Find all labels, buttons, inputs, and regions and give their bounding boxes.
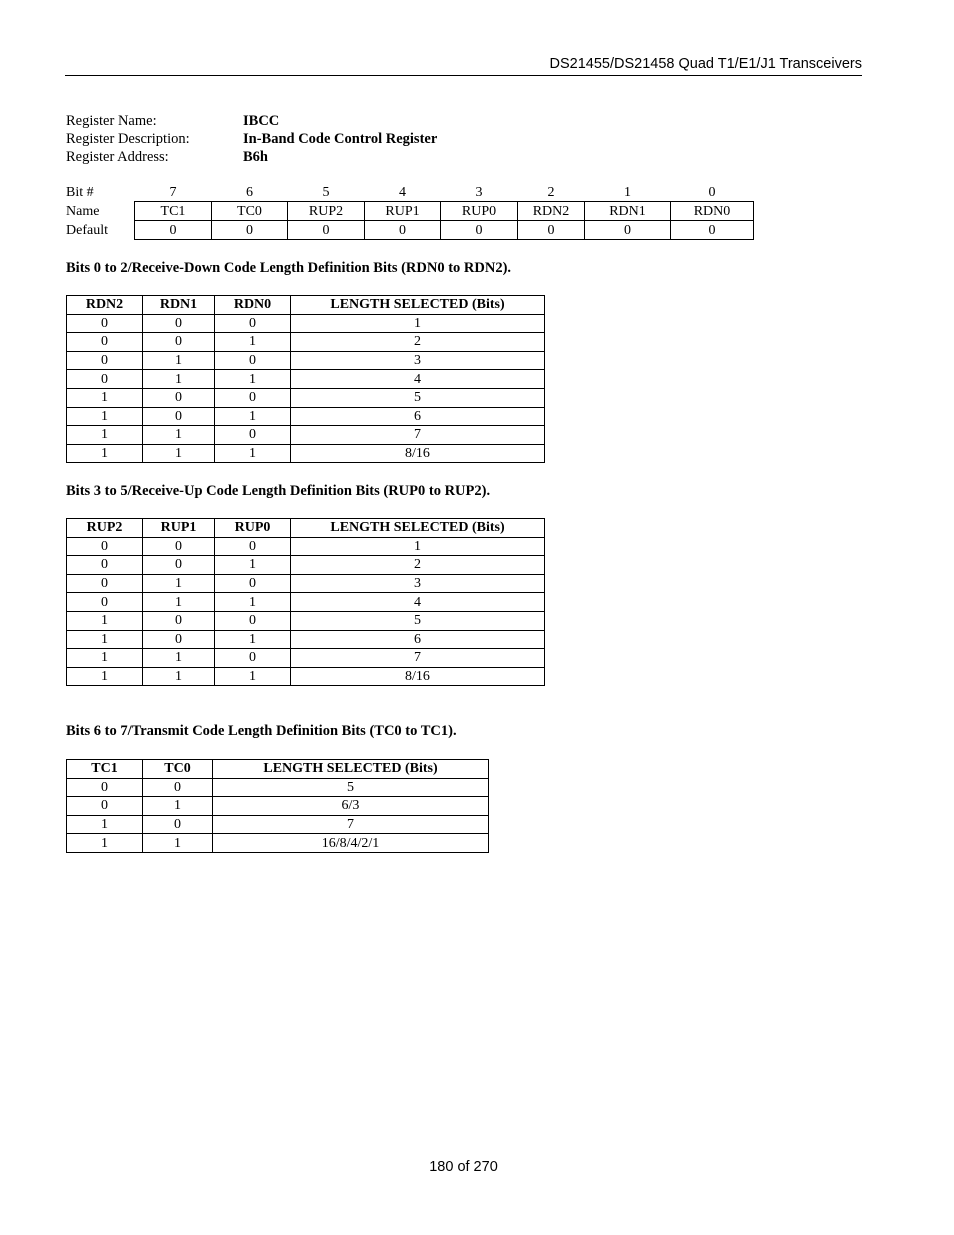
table-row	[67, 444, 545, 463]
table-row	[67, 834, 489, 853]
table-cell: 0	[143, 537, 215, 556]
table-cell: 1	[143, 426, 215, 445]
bit-default: 0	[135, 221, 212, 240]
table-cell: 0	[67, 574, 143, 593]
table-row	[67, 426, 545, 445]
table-cell: 0	[67, 333, 143, 352]
bit-map-table	[66, 183, 754, 240]
table-cell: 1	[143, 370, 215, 389]
bit-number: 3	[475, 184, 483, 200]
bit-number: 1	[624, 184, 631, 200]
table-cell: 7	[213, 815, 489, 834]
table-row	[67, 370, 545, 389]
bit-name-label: Name	[66, 203, 100, 219]
table-cell: 1	[143, 667, 215, 686]
table-row	[67, 537, 545, 556]
table-cell: 0	[143, 388, 215, 407]
table-cell: 1	[67, 815, 143, 834]
table-cell: 1	[215, 444, 291, 463]
table-cell: 1	[143, 797, 213, 816]
header-divider	[65, 75, 862, 76]
table-cell: 1	[215, 556, 291, 575]
bit-default: 0	[212, 221, 288, 240]
bit-default: 0	[365, 221, 441, 240]
bit-default: 0	[518, 221, 585, 240]
table-row	[67, 333, 545, 352]
table-cell: 4	[291, 593, 545, 612]
table-cell: 0	[67, 593, 143, 612]
bit-name: TC0	[212, 202, 288, 221]
table-cell: 1	[67, 834, 143, 853]
table-cell: 1	[215, 407, 291, 426]
table-cell: 1	[67, 630, 143, 649]
column-header: RUP0	[215, 519, 291, 538]
bit-name-row	[66, 202, 754, 221]
table-cell: 6/3	[213, 797, 489, 816]
rdn-length-table	[66, 295, 545, 463]
table-row	[67, 351, 545, 370]
bit-number: 2	[547, 184, 555, 200]
table-cell: 1	[67, 407, 143, 426]
table-cell: 0	[143, 778, 213, 797]
table-cell: 0	[215, 351, 291, 370]
bit-default-row	[66, 221, 754, 240]
table-row	[67, 815, 489, 834]
table-cell: 16/8/4/2/1	[213, 834, 489, 853]
bit-default: 0	[288, 221, 365, 240]
table-cell: 0	[67, 537, 143, 556]
table-cell: 0	[143, 611, 215, 630]
table-row	[67, 593, 545, 612]
table-row	[67, 630, 545, 649]
bit-default-label: Default	[66, 222, 108, 238]
column-header: LENGTH SELECTED (Bits)	[291, 296, 545, 315]
register-name: IBCC	[243, 113, 280, 129]
table-cell: 5	[291, 388, 545, 407]
table-cell: 0	[215, 611, 291, 630]
table-header-row	[67, 760, 489, 779]
table-cell: 1	[291, 314, 545, 333]
table-row	[67, 649, 545, 668]
table-row	[67, 611, 545, 630]
table-cell: 1	[143, 574, 215, 593]
table-cell: 1	[143, 444, 215, 463]
table-cell: 0	[143, 815, 213, 834]
table-cell: 0	[67, 370, 143, 389]
table-cell: 0	[67, 351, 143, 370]
table-row	[67, 778, 489, 797]
table-cell: 0	[215, 537, 291, 556]
bit-name: RDN1	[585, 202, 671, 221]
bit-number: 5	[322, 184, 330, 200]
table-row	[67, 556, 545, 575]
table-row	[67, 314, 545, 333]
table-header-row	[67, 296, 545, 315]
table-cell: 7	[291, 426, 545, 445]
table-cell: 5	[291, 611, 545, 630]
bit-name: RUP2	[288, 202, 365, 221]
rup-length-table	[66, 518, 545, 686]
table-cell: 4	[291, 370, 545, 389]
table-row	[67, 407, 545, 426]
table-cell: 1	[215, 333, 291, 352]
table-cell: 2	[291, 556, 545, 575]
table-cell: 0	[143, 630, 215, 649]
column-header: RDN1	[143, 296, 215, 315]
rdn-section-title: Bits 0 to 2/Receive-Down Code Length Definition Bits (RDN0 to RDN2).	[66, 260, 512, 276]
table-cell: 0	[215, 388, 291, 407]
table-cell: 0	[143, 314, 215, 333]
page-number: 180 of 270	[429, 1159, 498, 1175]
register-name-label: Register Name:	[66, 113, 157, 129]
bit-number: 7	[169, 184, 177, 200]
rup-section-title: Bits 3 to 5/Receive-Up Code Length Definition Bits (RUP0 to RUP2).	[66, 483, 491, 499]
table-cell: 7	[291, 649, 545, 668]
register-address-label: Register Address:	[66, 149, 169, 165]
table-cell: 0	[67, 797, 143, 816]
table-cell: 0	[215, 426, 291, 445]
table-cell: 0	[215, 649, 291, 668]
column-header: TC0	[143, 760, 213, 779]
table-cell: 3	[291, 574, 545, 593]
table-cell: 0	[67, 778, 143, 797]
register-description: In-Band Code Control Register	[243, 131, 438, 147]
table-cell: 1	[291, 537, 545, 556]
bit-default: 0	[441, 221, 518, 240]
bit-default: 0	[671, 221, 754, 240]
document-header: DS21455/DS21458 Quad T1/E1/J1 Transceivers	[549, 56, 862, 72]
table-cell: 6	[291, 407, 545, 426]
table-cell: 0	[143, 333, 215, 352]
bit-name: RDN0	[671, 202, 754, 221]
table-cell: 1	[67, 649, 143, 668]
column-header: RDN0	[215, 296, 291, 315]
column-header: RUP2	[67, 519, 143, 538]
table-row	[67, 667, 545, 686]
table-cell: 5	[213, 778, 489, 797]
table-cell: 1	[67, 667, 143, 686]
table-cell: 8/16	[291, 444, 545, 463]
bit-name: RUP1	[365, 202, 441, 221]
table-cell: 1	[67, 444, 143, 463]
table-cell: 1	[67, 388, 143, 407]
bit-number-label: Bit #	[66, 184, 94, 200]
table-cell: 1	[143, 649, 215, 668]
table-cell: 0	[143, 407, 215, 426]
table-cell: 1	[143, 593, 215, 612]
table-cell: 6	[291, 630, 545, 649]
column-header: RUP1	[143, 519, 215, 538]
table-cell: 1	[67, 426, 143, 445]
table-cell: 8/16	[291, 667, 545, 686]
table-cell: 1	[215, 370, 291, 389]
table-cell: 0	[215, 574, 291, 593]
bit-number-row	[66, 183, 754, 202]
table-row	[67, 797, 489, 816]
column-header: RDN2	[67, 296, 143, 315]
bit-number: 6	[246, 184, 253, 200]
table-cell: 1	[143, 834, 213, 853]
bit-number: 4	[399, 184, 406, 200]
table-cell: 0	[143, 556, 215, 575]
table-cell: 1	[215, 630, 291, 649]
table-cell: 0	[67, 314, 143, 333]
bit-name: TC1	[135, 202, 212, 221]
register-description-label: Register Description:	[66, 131, 190, 147]
table-cell: 1	[67, 611, 143, 630]
bit-name: RUP0	[441, 202, 518, 221]
table-cell: 1	[143, 351, 215, 370]
bit-name: RDN2	[518, 202, 585, 221]
bit-number: 0	[708, 184, 716, 200]
table-cell: 0	[67, 556, 143, 575]
table-row	[67, 388, 545, 407]
table-row	[67, 574, 545, 593]
tc-section-title: Bits 6 to 7/Transmit Code Length Definition Bits (TC0 to TC1).	[66, 723, 457, 739]
tc-length-table	[66, 759, 489, 853]
table-header-row	[67, 519, 545, 538]
table-cell: 0	[215, 314, 291, 333]
table-cell: 2	[291, 333, 545, 352]
table-cell: 1	[215, 593, 291, 612]
table-cell: 3	[291, 351, 545, 370]
register-address: B6h	[243, 149, 268, 165]
column-header: LENGTH SELECTED (Bits)	[213, 760, 489, 779]
table-cell: 1	[215, 667, 291, 686]
column-header: LENGTH SELECTED (Bits)	[291, 519, 545, 538]
register-info	[66, 112, 437, 166]
column-header: TC1	[67, 760, 143, 779]
bit-default: 0	[585, 221, 671, 240]
